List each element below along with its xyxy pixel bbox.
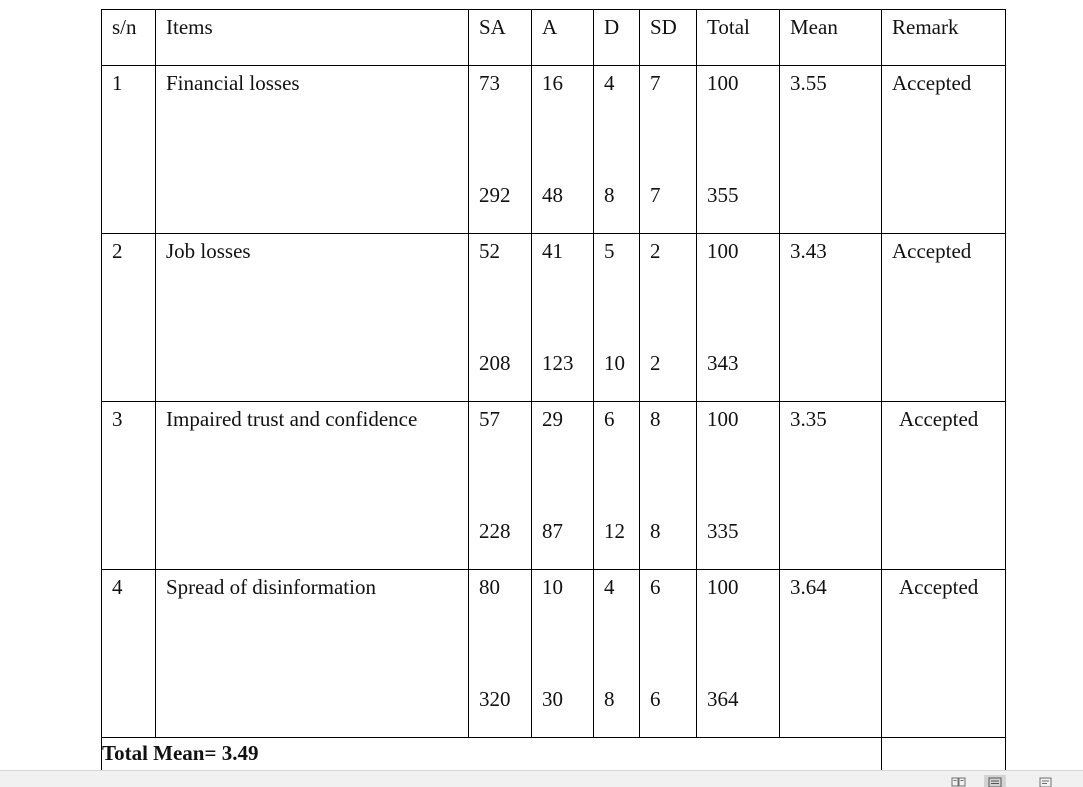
table-row: [102, 402, 1006, 570]
cell-mean: [780, 402, 882, 570]
cell-total: [697, 570, 780, 738]
header-mean: Mean: [780, 10, 882, 66]
table-row: [102, 234, 1006, 402]
cell-d: [594, 570, 640, 738]
cell-total: [697, 66, 780, 234]
remark-value: Accepted: [899, 575, 979, 599]
weighted-sd: 2: [650, 351, 661, 375]
header-remark: Remark: [882, 10, 1006, 66]
cell-remark: [882, 66, 1006, 234]
cell-remark: [882, 570, 1006, 738]
cell-sa: [469, 570, 532, 738]
weighted-sa: 208: [479, 351, 511, 375]
total-mean-label: Total Mean= 3.49: [102, 741, 259, 765]
header-total: Total: [697, 10, 780, 66]
weighted-d: 12: [604, 519, 625, 543]
weighted-d: 8: [604, 183, 615, 207]
count-sd: 2: [650, 239, 661, 263]
read-mode-icon[interactable]: [948, 775, 970, 787]
cell-remark: [882, 402, 1006, 570]
weighted-sd: 6: [650, 687, 661, 711]
item-label: Financial losses: [166, 71, 300, 95]
cell-d: [594, 234, 640, 402]
print-layout-icon[interactable]: [984, 775, 1006, 787]
header-sn: s/n: [102, 10, 156, 66]
total-mean-cell: [102, 738, 882, 771]
cell-remark: [882, 234, 1006, 402]
cell-sn: [102, 402, 156, 570]
cell-a: [532, 402, 594, 570]
cell-total: [697, 234, 780, 402]
web-layout-icon[interactable]: [1034, 775, 1056, 787]
count-a: 10: [542, 575, 563, 599]
item-label: Spread of disinformation: [166, 575, 376, 599]
count-a: 16: [542, 71, 563, 95]
row-number: 3: [112, 407, 123, 431]
cell-item: [156, 66, 469, 234]
row-number: 1: [112, 71, 123, 95]
weighted-sa: 292: [479, 183, 511, 207]
cell-d: [594, 66, 640, 234]
weighted-a: 123: [542, 351, 574, 375]
mean-value: 3.64: [790, 575, 827, 599]
count-d: 6: [604, 407, 615, 431]
cell-sd: [640, 402, 697, 570]
count-sd: 8: [650, 407, 661, 431]
cell-item: [156, 402, 469, 570]
cell-sn: [102, 234, 156, 402]
table-row: [102, 570, 1006, 738]
count-total: 100: [707, 239, 739, 263]
cell-mean: [780, 570, 882, 738]
count-a: 29: [542, 407, 563, 431]
weighted-sd: 7: [650, 183, 661, 207]
count-total: 100: [707, 71, 739, 95]
header-sd: SD: [640, 10, 697, 66]
item-label: Job losses: [166, 239, 251, 263]
count-total: 100: [707, 575, 739, 599]
cell-a: [532, 66, 594, 234]
weighted-total: 335: [707, 519, 739, 543]
weighted-total: 343: [707, 351, 739, 375]
weighted-sd: 8: [650, 519, 661, 543]
header-a: A: [532, 10, 594, 66]
count-sd: 6: [650, 575, 661, 599]
header-sa: SA: [469, 10, 532, 66]
row-number: 4: [112, 575, 123, 599]
item-label: Impaired trust and confidence: [166, 407, 418, 431]
cell-mean: [780, 234, 882, 402]
remark-value: Accepted: [899, 407, 979, 431]
weighted-a: 48: [542, 183, 563, 207]
count-sa: 52: [479, 239, 500, 263]
count-sa: 57: [479, 407, 500, 431]
remark-value: Accepted: [892, 71, 972, 95]
count-sa: 80: [479, 575, 500, 599]
mean-value: 3.55: [790, 71, 827, 95]
table-row: [102, 66, 1006, 234]
row-number: 2: [112, 239, 123, 263]
count-sd: 7: [650, 71, 661, 95]
table-header-row: [102, 10, 1006, 66]
header-items: Items: [156, 10, 469, 66]
status-bar: [0, 770, 1083, 787]
weighted-sa: 228: [479, 519, 511, 543]
cell-sn: [102, 570, 156, 738]
count-d: 4: [604, 575, 615, 599]
cell-sa: [469, 402, 532, 570]
weighted-total: 355: [707, 183, 739, 207]
total-mean-remark-cell: [882, 738, 1006, 771]
weighted-sa: 320: [479, 687, 511, 711]
cell-sa: [469, 66, 532, 234]
cell-item: [156, 570, 469, 738]
count-total: 100: [707, 407, 739, 431]
cell-sd: [640, 570, 697, 738]
cell-mean: [780, 66, 882, 234]
cell-item: [156, 234, 469, 402]
mean-value: 3.35: [790, 407, 827, 431]
header-d: D: [594, 10, 640, 66]
cell-sn: [102, 66, 156, 234]
cell-total: [697, 402, 780, 570]
mean-value: 3.43: [790, 239, 827, 263]
remark-value: Accepted: [892, 239, 972, 263]
count-sa: 73: [479, 71, 500, 95]
weighted-a: 87: [542, 519, 563, 543]
total-mean-row: [102, 738, 1006, 771]
survey-results-table: [101, 9, 1006, 770]
cell-sd: [640, 66, 697, 234]
weighted-total: 364: [707, 687, 739, 711]
count-d: 4: [604, 71, 615, 95]
cell-d: [594, 402, 640, 570]
cell-sa: [469, 234, 532, 402]
count-a: 41: [542, 239, 563, 263]
weighted-d: 8: [604, 687, 615, 711]
cell-a: [532, 234, 594, 402]
weighted-d: 10: [604, 351, 625, 375]
weighted-a: 30: [542, 687, 563, 711]
cell-a: [532, 570, 594, 738]
cell-sd: [640, 234, 697, 402]
count-d: 5: [604, 239, 615, 263]
